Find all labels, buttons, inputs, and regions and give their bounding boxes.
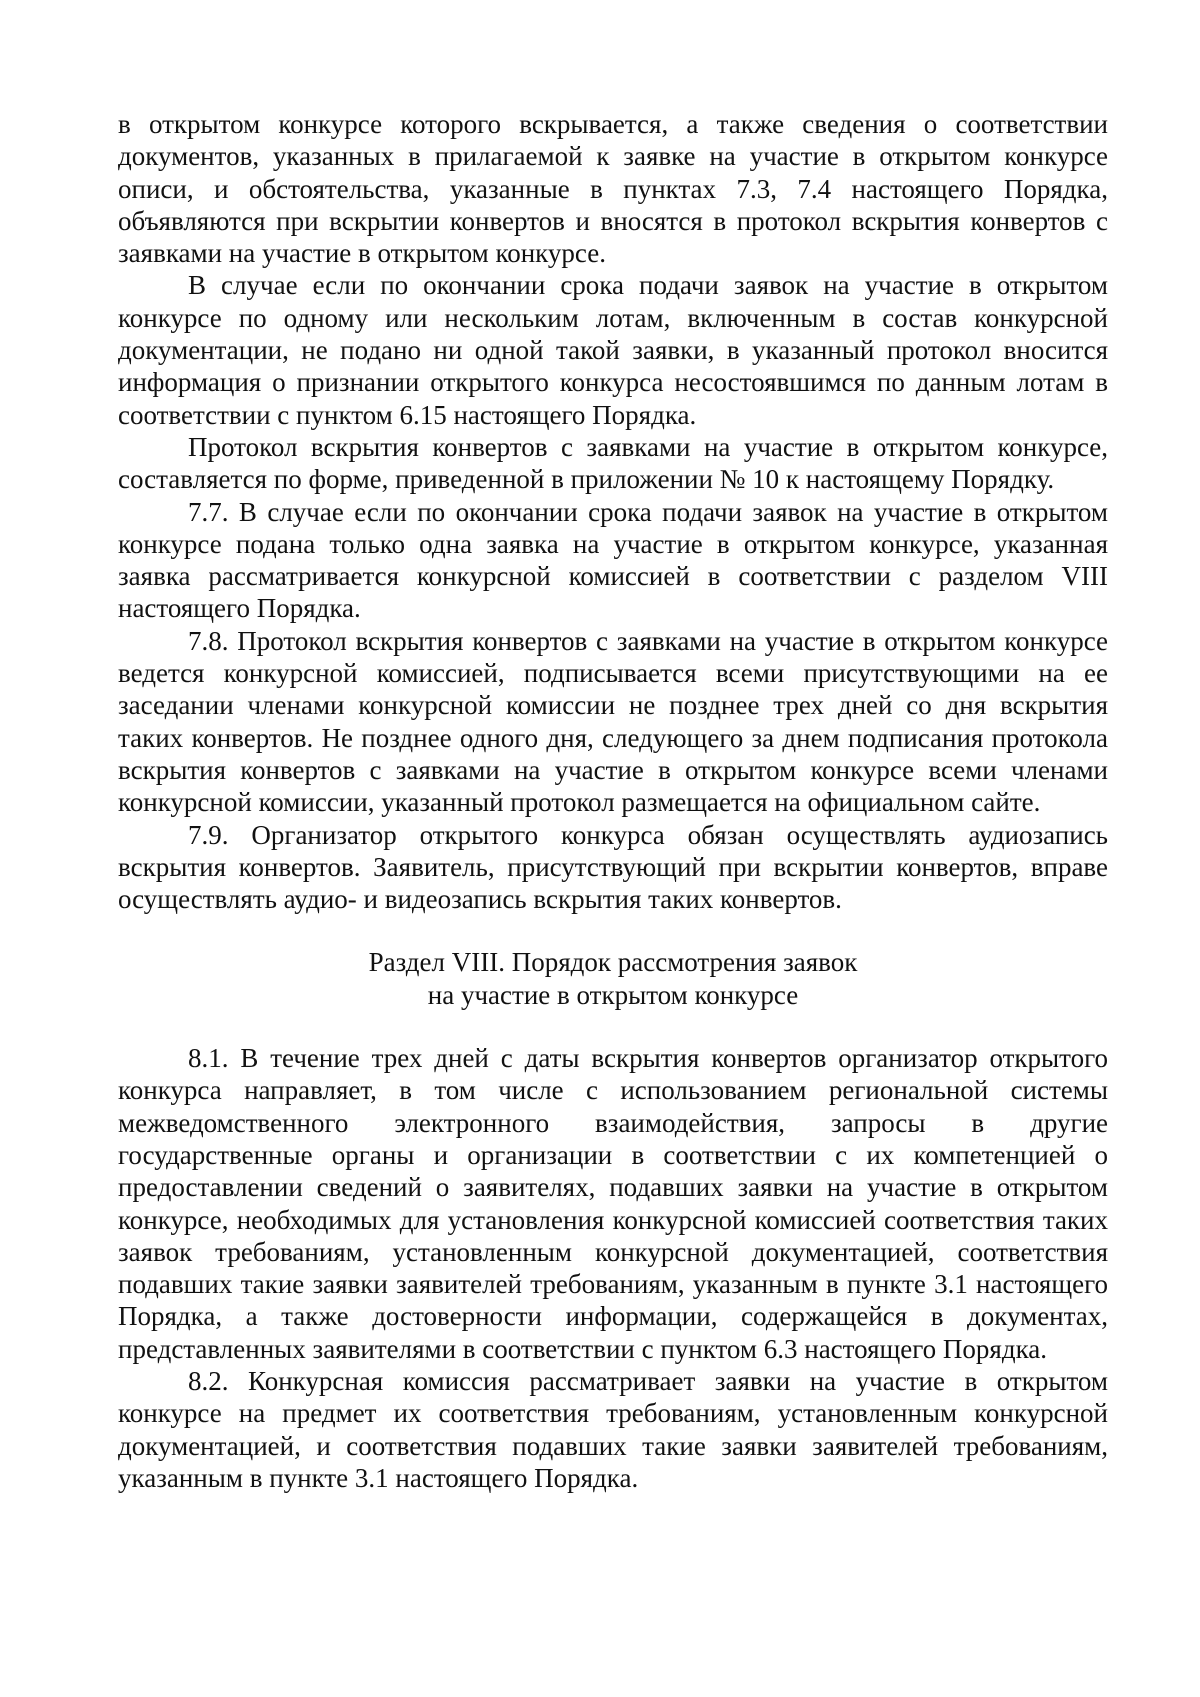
paragraph-8-2: 8.2. Конкурсная комиссия рассматривает заявки на участие в открытом конкурсе на предмет их соответствия требованиям, установленным конкурсной документацией, и соответствия подавших такие заявки заявителей требованиям, указанным в пункте 3.1 настоящего Порядка.	[118, 1365, 1108, 1493]
paragraph-7-8: 7.8. Протокол вскрытия конвертов с заявками на участие в открытом конкурсе ведется конкурсной комиссией, подписывается всеми присутствующими на ее заседании членами конкурсной комиссии не позднее трех дней со дня вскрытия таких конвертов. Не позднее одного дня, следующего за днем подписания протокола вскрытия конвертов с заявками на участие в открытом конкурсе всеми членами конкурсной комиссии, указанный протокол размещается на официальном сайте.	[118, 625, 1108, 818]
document-body	[118, 108, 1108, 1494]
paragraph-7-9: 7.9. Организатор открытого конкурса обязан осуществлять аудиозапись вскрытия конвертов. Заявитель, присутствующий при вскрытии конвертов, вправе осуществлять аудио- и видеозапись вскрытия таких конвертов.	[118, 819, 1108, 915]
section-heading-line-1: Раздел VIII. Порядок рассмотрения заявок	[368, 947, 858, 978]
paragraph-continuation: в открытом конкурсе которого вскрывается, а также сведения о соответствии документов, указанных в прилагаемой к заявке на участие в открытом конкурсе описи, и обстоятельства, указанные в пунктах 7.3, 7.4 настоящего Порядка, объявляются при вскрытии конвертов и вносятся в протокол вскрытия конвертов с заявками на участие в открытом конкурсе.	[118, 109, 1108, 269]
section-heading	[118, 946, 1108, 1011]
paragraph-8-1: 8.1. В течение трех дней с даты вскрытия конвертов организатор открытого конкурса направляет, в том числе с использованием региональной системы межведомственного электронного взаимодействия, запросы в другие государственные органы и организации в соответствии с их компетенцией о предоставлении сведений о заявителях, подавших заявки на участие в открытом конкурсе, необходимых для установления конкурсной комиссией соответствия таких заявок требованиям, установленным конкурсной документацией, соответствия подавших такие заявки заявителей требованиям, указанным в пункте 3.1 настоящего Порядка, а также достоверности информации, содержащейся в документах, представленных заявителями в соответствии с пунктом 6.3 настоящего Порядка.	[118, 1043, 1108, 1364]
section-heading-line-2: на участие в открытом конкурсе	[427, 979, 799, 1010]
paragraph-no-bids: В случае если по окончании срока подачи заявок на участие в открытом конкурсе по одному или нескольким лотам, включенным в состав конкурсной документации, не подано ни одной такой заявки, в указанный протокол вносится информация о признании открытого конкурса несостоявшимся по данным лотам в соответствии с пунктом 6.15 настоящего Порядка.	[118, 270, 1108, 430]
paragraph-protocol-form: Протокол вскрытия конвертов с заявками на участие в открытом конкурсе, составляется по форме, приведенной в приложении № 10 к настоящему Порядку.	[118, 431, 1108, 495]
paragraph-7-7: 7.7. В случае если по окончании срока подачи заявок на участие в открытом конкурсе подана только одна заявка на участие в открытом конкурсе, указанная заявка рассматривается конкурсной комиссией в соответствии с разделом VIII настоящего Порядка.	[118, 496, 1108, 624]
